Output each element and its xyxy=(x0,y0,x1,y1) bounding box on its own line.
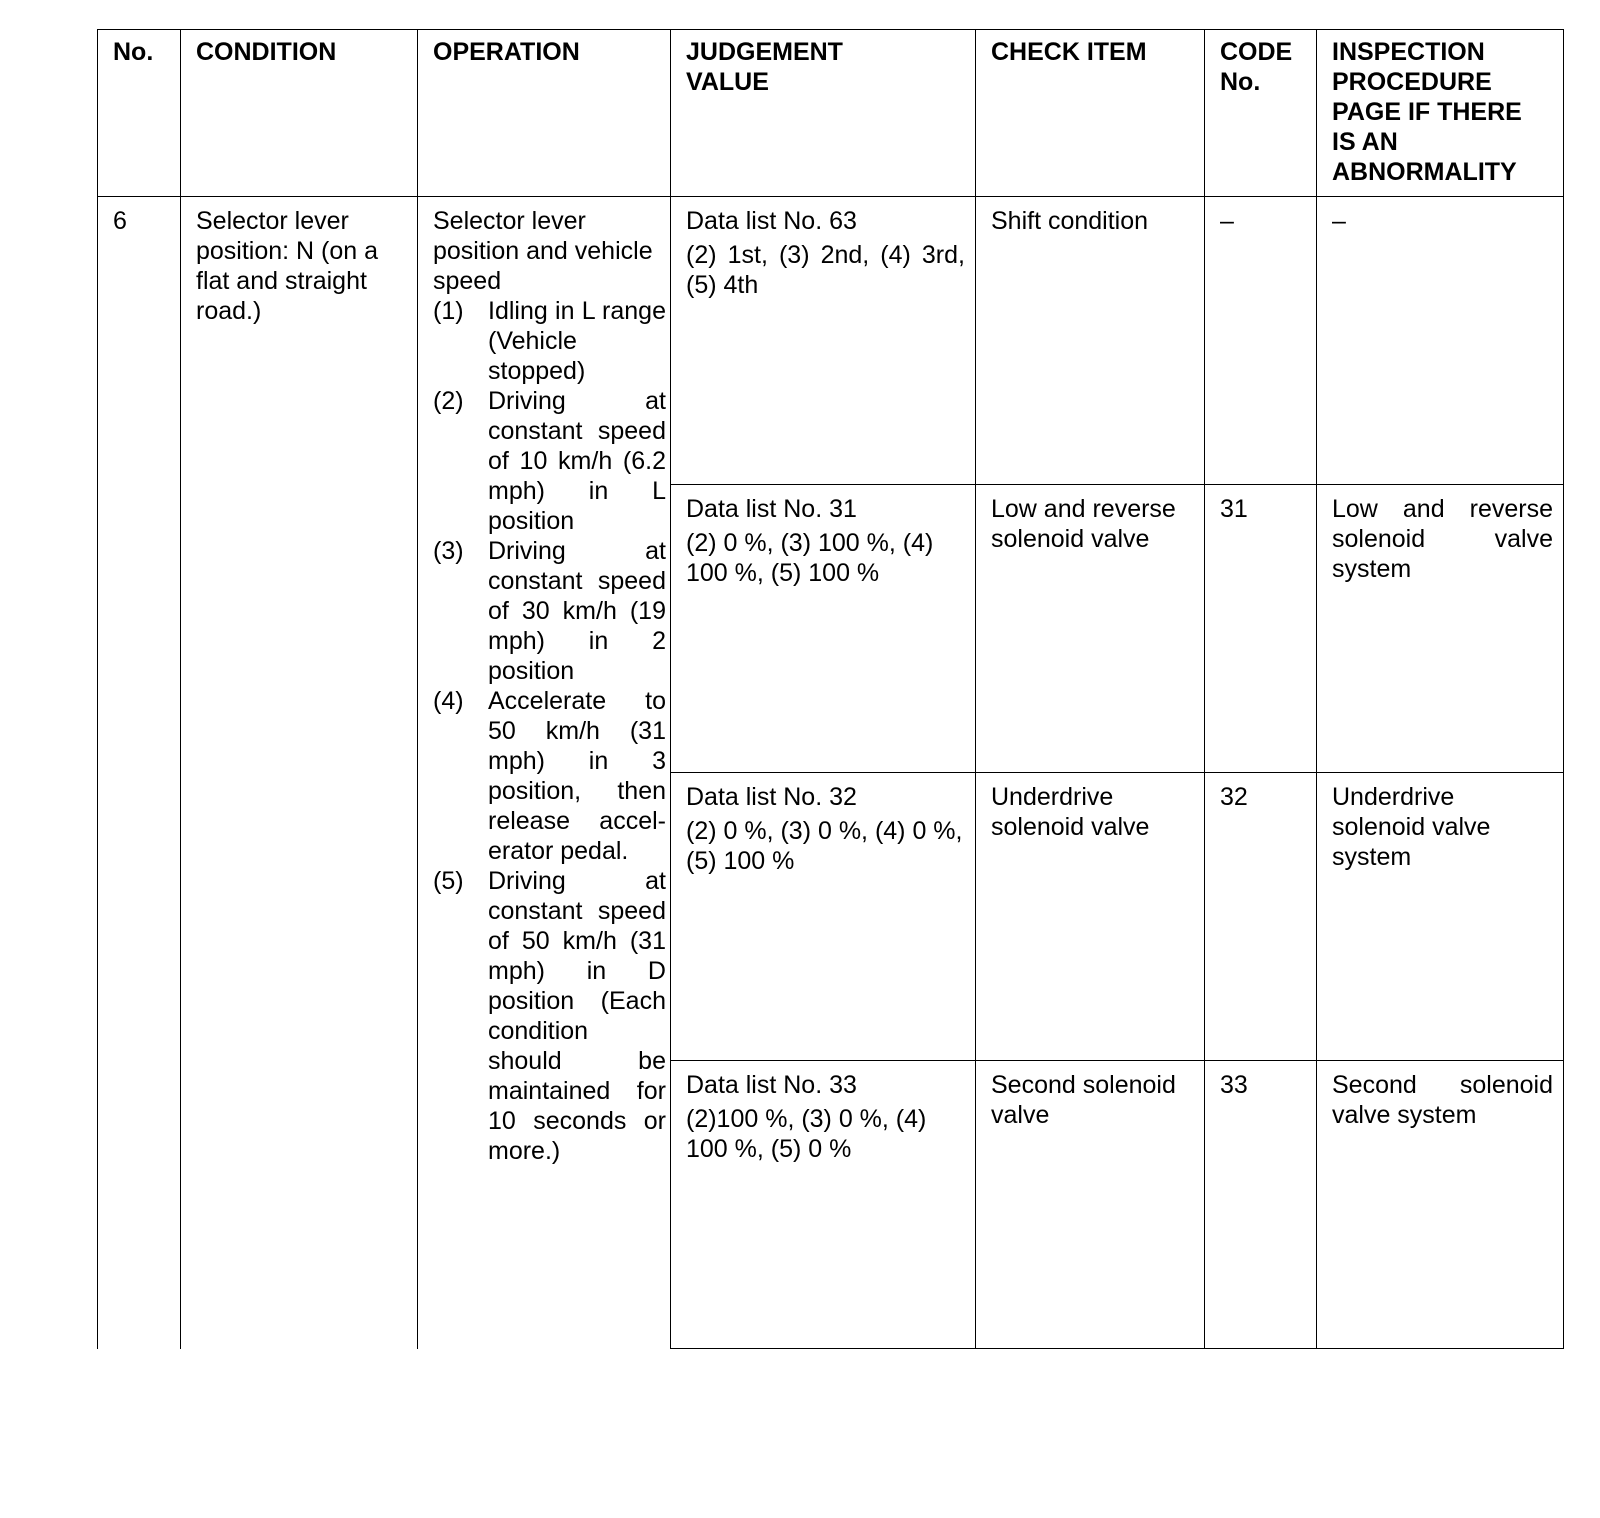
check-item-cell: Low and reverse solenoid valve xyxy=(976,485,1205,773)
code-cell: 31 xyxy=(1205,485,1317,773)
judgement-value-cell: Data list No. 32 (2) 0 %, (3) 0 %, (4) 0 %, (5) 100 % xyxy=(671,773,976,1061)
inspection-cell: – xyxy=(1317,197,1564,485)
operation-step: (4) Accelerate to 50 km/h (31 mph) in 3 position, then release accel-erator pedal. xyxy=(433,687,666,865)
condition-cell: Selector lever position: N (on a flat and straight road.) xyxy=(181,197,418,1349)
check-item-cell: Second solenoid valve xyxy=(976,1061,1205,1349)
inspection-cell: Low and reverse solenoid valve system xyxy=(1317,485,1564,773)
judgement-value-cell: Data list No. 31 (2) 0 %, (3) 100 %, (4) 100 %, (5) 100 % xyxy=(671,485,976,773)
operation-step: (1) Idling in L range (Vehicle stopped) xyxy=(433,297,666,385)
header-check-item: CHECK ITEM xyxy=(976,30,1205,197)
check-item-cell: Shift condition xyxy=(976,197,1205,485)
header-operation: OPERATION xyxy=(418,30,671,197)
header-inspection-procedure: INSPECTION PROCEDURE PAGE IF THERE IS AN ABNORMALITY xyxy=(1317,30,1564,197)
inspection-cell: Underdrive solenoid valve system xyxy=(1317,773,1564,1061)
inspection-cell: Second solenoid valve system xyxy=(1317,1061,1564,1349)
operation-intro: Selector lever position and vehicle speed xyxy=(433,207,653,295)
header-code-no: CODE No. xyxy=(1205,30,1317,197)
operation-step: (2) Driving at constant speed of 10 km/h (6.2 mph) in L position xyxy=(433,387,666,535)
header-condition: CONDITION xyxy=(181,30,418,197)
header-no: No. xyxy=(98,30,181,197)
table-row xyxy=(98,197,1564,485)
diagnostic-table xyxy=(97,29,1564,1349)
code-cell: 33 xyxy=(1205,1061,1317,1349)
judgement-value-cell: Data list No. 63 (2) 1st, (3) 2nd, (4) 3rd, (5) 4th xyxy=(671,197,976,485)
header-row xyxy=(98,30,1564,197)
operation-steps xyxy=(433,296,666,1166)
row-number-cell: 6 xyxy=(98,197,181,1349)
operation-step: (3) Driving at constant speed of 30 km/h (19 mph) in 2 position xyxy=(433,537,666,685)
check-item-cell: Underdrive solenoid valve xyxy=(976,773,1205,1061)
code-cell: 32 xyxy=(1205,773,1317,1061)
operation-cell xyxy=(418,197,671,1349)
code-cell: – xyxy=(1205,197,1317,485)
operation-step: (5) Driving at constant speed of 50 km/h (31 mph) in D position (Each condition should be maintained for 10 seconds or more.) xyxy=(433,867,666,1165)
header-judgement-value: JUDGEMENT VALUE xyxy=(671,30,976,197)
judgement-value-cell: Data list No. 33 (2)100 %, (3) 0 %, (4) 100 %, (5) 0 % xyxy=(671,1061,976,1349)
